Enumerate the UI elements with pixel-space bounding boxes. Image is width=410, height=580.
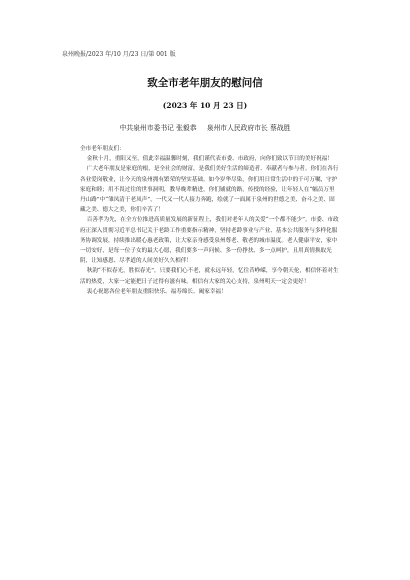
letter-date: (2023 年 10 月 23 日): [162, 101, 248, 110]
letter-paragraph: 衷心祝愿各位老年朋友重阳快乐、福寿绵长、阖家幸福！: [86, 288, 227, 295]
newspaper-source-line: 泉州晚报/2023 年/10 月/23 日/第 001 版: [62, 51, 176, 58]
letter-salutation: 全市老年朋友们：: [80, 146, 125, 152]
letter-paragraph: 百善孝为先，在全方位推进高质量发展的新征程上，我们对老年人的关爱“一个都不能少”。市委、市政府正深入贯彻习近平总书记关于老龄工作重要指示精神，坚持老龄事业与产业、基本公共服务与多样化服务协调发展，持续推出暖心惠老政策，让大家亲身感受泉州尊老、敬老的城市温度。老人健康平安，家中一切安好，是每一位子女的最大心愿，我们要多一声问候、多一份挣扶、多一点呵护，且用真情换取光阴，让知感恩、尽孝道的人间美好久久相伴！: [80, 217, 339, 265]
signer-mayor: 泉州市人民政府市长 蔡战胜: [206, 124, 291, 132]
letter-body: [80, 144, 340, 297]
letter-paragraph: 金秋十月，重阳又至，值此幸福温馨时刻，我们谨代表市委、市政府，向你们致以节日的美好祝福！: [86, 156, 333, 163]
letter-paragraph: 广大老年朋友是家庭的根，是全社会的财富，是我们美好生活的缔造者、奉献者与参与者。你们在各行各业爱岗敬业，让今天的泉州拥有繁荣的坚实基础。如今岁华尽染，你们用日常生活中的千可万嘱，守护家庭和睦；用不畏过往的世事洞明，教导晚辈精进，你们铺就的路，传授的经验，让年轻人在“幅员万里丹山路”中“雏凤清于老凤声”，一代又一代人接力奔跑，绘就了一面属于泉州的世德之美、奋斗之美、固藏之美、德大之美，你们辛苦了！: [80, 166, 339, 214]
letter-title: 致全市老年朋友的慰问信: [147, 77, 263, 89]
signer-party-secretary: 中共泉州市委书记 张毅恭: [119, 124, 197, 132]
letter-signers: [0, 124, 410, 133]
letter-paragraph: 秋韵“不似春光，胜似春光”，只要我们心不老，就永远年轻，忆往昔峥嵘，享今朝天伦，相信怀着对生活的热爱，大家一定能把日子过得有滋有味。相信有大家的关心支持，泉州明天一定会更好！: [80, 268, 339, 285]
